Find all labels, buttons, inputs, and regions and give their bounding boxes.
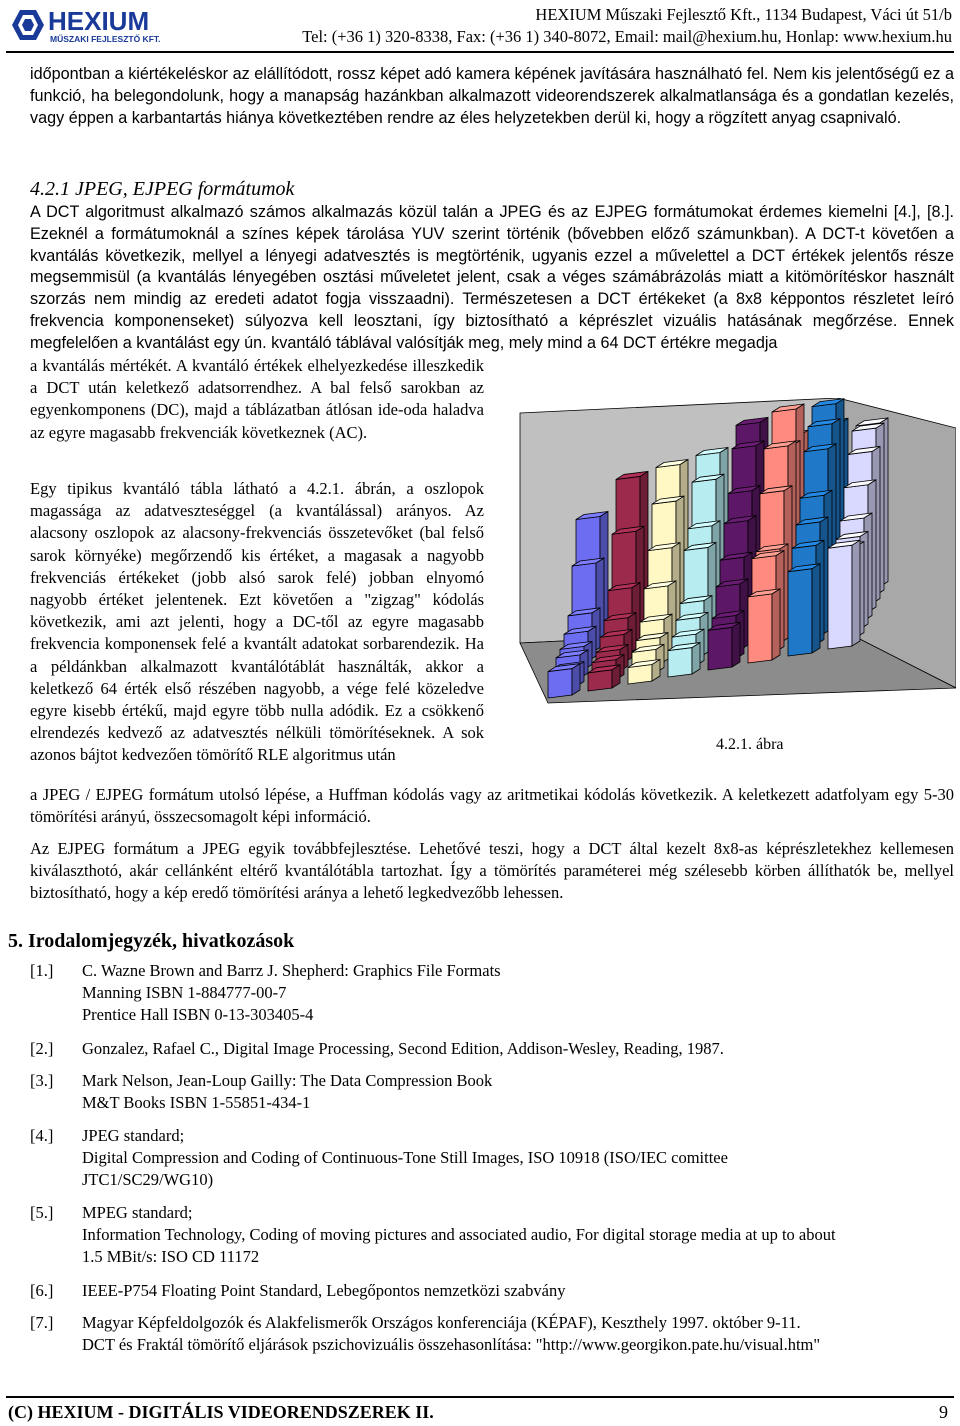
reference-line: Mark Nelson, Jean-Loup Gailly: The Data Compression Book (82, 1071, 493, 1090)
reference-line: JPEG standard; (82, 1126, 185, 1145)
reference-line: M&T Books ISBN 1-55851-434-1 (82, 1093, 311, 1113)
bar (548, 669, 572, 698)
bar (788, 569, 812, 656)
paragraph-4: Az EJPEG formátum a JPEG egyik továbbfejlesztése. Lehetővé teszi, hogy a DCT által kezelt 8x8-as képrészletekhez kellemesen kiválaszthotó, akár cellánként eltérő kvantálótábla tartozhat. Így a tömörítés paraméterei még szélesebb körben állíthatók be, mellyel biztosítható, hogy a kép eredő tömörítési aránya a lehető legkedvezőbb lehessen. (30, 839, 954, 903)
logo-subtext: MŰSZAKI FEJLESZTŐ KFT. (50, 34, 161, 44)
bar (708, 627, 732, 670)
reference-number: [4.] (30, 1126, 54, 1145)
reference-body (82, 1038, 952, 1060)
bar-side (852, 540, 860, 646)
page-header (0, 0, 960, 54)
reference-line: Prentice Hall ISBN 0-13-303405-4 (82, 1005, 314, 1025)
bar (588, 670, 612, 691)
reference-number: [1.] (30, 961, 54, 980)
bar (748, 594, 772, 663)
reference-line: Digital Compression and Coding of Continuous-Tone Still Images, ISO 10918 (ISO/IEC comittee (82, 1148, 728, 1168)
figure-caption: 4.2.1. ábra (716, 736, 784, 753)
quantization-table-chart (508, 398, 956, 718)
reference-line: JTC1/SC29/WG10) (82, 1170, 214, 1190)
reference-line: Information Technology, Coding of moving pictures and associated audio, For digital storage media at up to about (82, 1225, 836, 1245)
paragraph-3-continued: a JPEG / EJPEG formátum utolsó lépése, a Huffman kódolás vagy az aritmetikai kódolás következik. A keletkezett adatfolyam egy 5-30 tömörítési arányú, összecsomagolt képi információ. (30, 785, 954, 827)
reference-body (82, 1280, 952, 1302)
bar (668, 648, 692, 677)
reference-number: [3.] (30, 1071, 54, 1090)
bar-side (772, 589, 780, 660)
reference-line: 1.5 MBit/s: ISO CD 11172 (82, 1247, 260, 1267)
reference-number: [6.] (30, 1281, 54, 1300)
reference-number: [2.] (30, 1039, 54, 1058)
reference-number: [5.] (30, 1203, 54, 1222)
reference-line: IEEE-P754 Floating Point Standard, Lebegőpontos nemzetközi szabvány (82, 1281, 566, 1300)
bar (828, 545, 852, 649)
reference-line: Manning ISBN 1-884777-00-7 (82, 983, 287, 1003)
hexium-logo (8, 4, 186, 46)
paragraph-2-continued: a kvantálás mértékét. A kvantáló értékek elhelyezkedése illeszkedik a DCT után keletkező adatsorrendhez. A bal felső sarokban az egyenkomponens (DC), majd a táblázatban átlósan ide-oda haladva az egyre magasabb frekvenciák következnek (AC). (30, 356, 484, 442)
header-divider (6, 51, 954, 53)
reference-line: C. Wazne Brown and Barrz J. Shepherd: Graphics File Formats (82, 961, 501, 980)
reference-body (82, 1312, 952, 1356)
reference-body (82, 1202, 952, 1269)
bar-side (732, 622, 740, 667)
footer-title: (C) HEXIUM - DIGITÁLIS VIDEORENDSZEREK II. (8, 1402, 434, 1422)
page-number: 9 (939, 1402, 948, 1422)
logo-text: HEXIUM (48, 6, 150, 36)
reference-line: DCT és Fraktál tömörítő eljárások pszichovizuális összehasonlítása: "http://www.georgikon.pate.hu/visual.htm" (82, 1335, 821, 1355)
footer-divider (6, 1396, 954, 1398)
company-line: HEXIUM Műszaki Fejlesztő Kft., 1134 Budapest, Váci út 51/b (535, 5, 952, 24)
paragraph-3: Egy tipikus kvantáló tábla látható a 4.2.1. ábrán, a oszlopok magassága az adatveszteséggel (a kvantálással) arányos. Az alacsony oszlopok az alacsony-frekvenciás összetevőket (bal felső sarok környéke) megőrzendő kis értéket, a magasak a nagyobb frekvenciás értékeket (jobb alsó sarok felé) jobban elnyomó nagyobb értéket jelentenek. Ezt követően a "zigzag" kódolás következik, ami azt jelenti, hogy a DC-től az egyre magasabb frekvencia komponensek felé a kvantált adatokat sorbarendezik. Ha a példánkban alkalmazott kvantálótáblát használták, akkor a keletkező 64 érték első részében nagyobb, a vége felé közeledve egyre kisebb értékű, majd egyre több nulla adódik. Ez a csökkenő elrendezés kedvező az adatvesztés nélküli tömörítéseknek. A sok azonos bájtot kedvezően tömörítő RLE algoritmus után (30, 479, 484, 765)
paragraph-1: időpontban a kiértékeléskor az elállítódott, rossz képet adó kamera képének javítására használható fel. Nem kis jelentőségű ez a funkció, ha belegondolunk, hogy a manapság hazánkban alkalmazott videorendszerek alkalmatlansága és a gondatlan kezelés, vagy éppen a karbantartás hiánya következtében rendre az éles helyzetekben derül ki, hogy a rögzített anyag csapnivaló. (30, 65, 954, 127)
bar-side (812, 564, 820, 653)
contact-line: Tel: (+36 1) 320-8338, Fax: (+36 1) 340-8072, Email: mail@hexium.hu, Honlap: www.hexium.hu (302, 27, 952, 46)
references-title: 5. Irodalomjegyzék, hivatkozások (8, 930, 295, 952)
reference-line: MPEG standard; (82, 1203, 193, 1222)
reference-body (82, 1125, 952, 1192)
reference-body (82, 960, 952, 1027)
paragraph-2: A DCT algoritmust alkalmazó számos alkalmazás közül talán a JPEG és az EJPEG formátumokat érdemes kiemelni [4.], [8.]. Ezeknél a formátumoknál a színes képek tárolása YUV szerint történik (bővebben előző számunkban). A DCT-t követően a kvantálás következik, mellyel a lényegi adatvesztés is megtörténik, ugyanis ezzel a művelettel a DCT értékek jelentős része megsemmisül (a kvantálás lényegében osztási műveletet jelent, csak a véges számábrázolás miatt a kitömörítéskor használt szorzás nem mindig az eredeti adatot fogja visszaadni). Természetesen a DCT értékeket (a 8x8 képpontos részletet leíró frekvencia komponenseket) súlyozva kell leosztani, így biztosítható a képrészlet vizuális hatásának megőrzése. Ennek megfelelően a kvantálást egy ún. kvantáló táblával valósítják meg, mely mind a 64 DCT értékre megadja (30, 203, 954, 352)
reference-line: Gonzalez, Rafael C., Digital Image Processing, Second Edition, Addison-Wesley, Reading, 1987. (82, 1039, 724, 1058)
reference-line: Magyar Képfeldolgozók és Alakfelismerők Országos konferenciája (KÉPAF), Keszthely 1997. október 9-11. (82, 1313, 801, 1332)
reference-body (82, 1070, 952, 1114)
reference-number: [7.] (30, 1313, 54, 1332)
section-title: 4.2.1 JPEG, EJPEG formátumok (30, 178, 295, 200)
